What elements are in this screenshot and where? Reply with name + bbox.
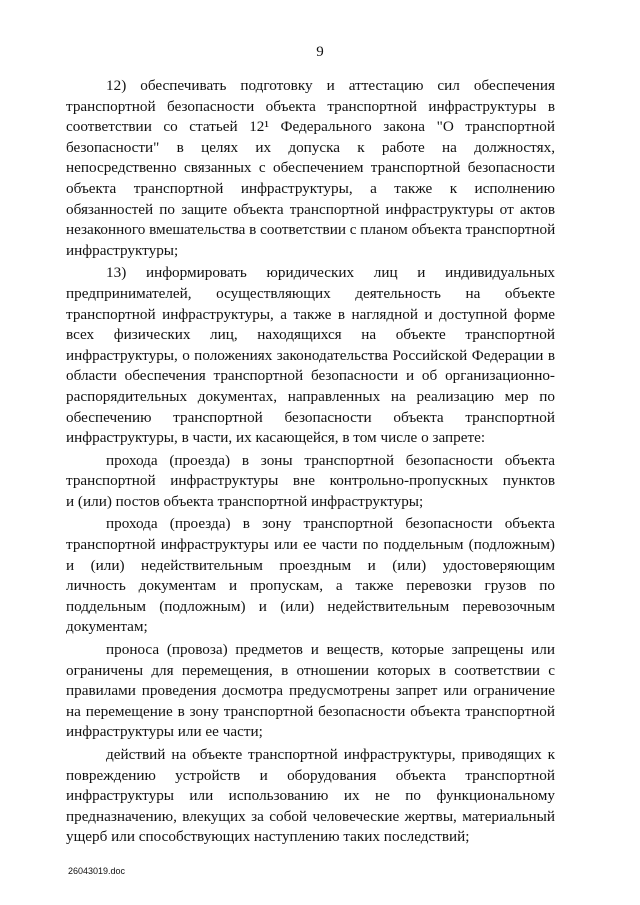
file-name-footer: 26043019.doc [68, 866, 126, 876]
text-line: обеспечению транспортной безопасности объекта транспортной [66, 408, 555, 426]
text-line: и (или) недействительным проездным и (или) удостоверяющим [66, 556, 555, 574]
paragraph-p-a [66, 451, 555, 513]
text-line: ограничены для перемещения, в отношении которых в соответствии с [66, 661, 555, 679]
text-line: непосредственно связанных с обеспечением транспортной безопасности [66, 159, 555, 177]
text-line: повреждению устройств и оборудования объекта транспортной [66, 766, 555, 784]
text-line: прохода (проезда) в зоны транспортной безопасности объекта [106, 451, 555, 469]
text-line: распорядительных документах, направленных на реализацию мер по [66, 387, 555, 405]
text-line: всех физических лиц, находящихся на объекте транспортной [66, 326, 555, 344]
text-line: ущерб или способствующих наступлению таких последствий; [66, 828, 470, 846]
text-line: и (или) постов объекта транспортной инфраструктуры; [66, 492, 424, 510]
text-line: проноса (провоза) предметов и веществ, которые запрещены или [106, 641, 555, 659]
text-line: безопасности" в целях их допуска к работе на должностях, [66, 138, 555, 156]
text-line: области обеспечения транспортной безопасности и об организационно- [66, 367, 555, 385]
text-line: инфраструктуры, о положениях законодательства Российской Федерации в [66, 346, 555, 364]
text-line: на перемещение в зону транспортной безопасности объекта транспортной [66, 702, 555, 720]
text-line: соответствии со статьей 12¹ Федерального закона "О транспортной [66, 118, 555, 136]
text-line: поддельным (подложным) и (или) недействительным перевозочным [66, 597, 555, 615]
paragraph-p-b [66, 514, 555, 638]
text-line: инфраструктуры, в части, их касающейся, в том числе о запрете: [66, 429, 486, 447]
text-line: транспортной инфраструктуры или ее части по поддельным (подложным) [66, 536, 555, 554]
text-line: предпринимателей, осуществляющих деятельность на объекте [66, 284, 555, 302]
paragraph-p13 [66, 263, 555, 448]
text-line: транспортной безопасности объекта транспортной инфраструктуры в [66, 97, 555, 115]
page-number: 9 [316, 44, 324, 60]
text-line: инфраструктуры или использованию их не по функциональному [66, 787, 555, 805]
text-line: документам; [66, 618, 148, 636]
text-line: транспортной инфраструктуры, а также в наглядной и доступной форме [66, 305, 555, 323]
text-line: личность документам и пропускам, а также перевозки грузов по [66, 577, 555, 595]
text-line: объекта транспортной инфраструктуры, а также к исполнению [66, 179, 555, 197]
text-line: транспортной инфраструктуры вне контрольно-пропускных пунктов [66, 472, 555, 490]
text-line: 13) информировать юридических лиц и индивидуальных [106, 264, 555, 282]
text-line: предназначению, влекущих за собой человеческие жертвы, материальный [66, 807, 555, 825]
document-body [66, 76, 555, 848]
text-line: обязанностей по защите объекта транспортной инфраструктуры от актов [66, 200, 555, 218]
text-line: 12) обеспечивать подготовку и аттестацию сил обеспечения [106, 77, 555, 94]
paragraph-p12 [66, 76, 555, 261]
text-line: незаконного вмешательства в соответствии с планом объекта транспортной [66, 221, 556, 239]
text-line: действий на объекте транспортной инфраструктуры, приводящих к [106, 746, 555, 763]
paragraph-p-c [66, 640, 555, 743]
paragraph-p-d [66, 745, 555, 848]
text-line: прохода (проезда) в зону транспортной безопасности объекта [106, 515, 555, 533]
text-line: правилами проведения досмотра предусмотрены запрет или ограничение [66, 682, 555, 700]
text-line: инфраструктуры или ее части; [66, 723, 263, 741]
text-line: инфраструктуры; [66, 241, 179, 259]
